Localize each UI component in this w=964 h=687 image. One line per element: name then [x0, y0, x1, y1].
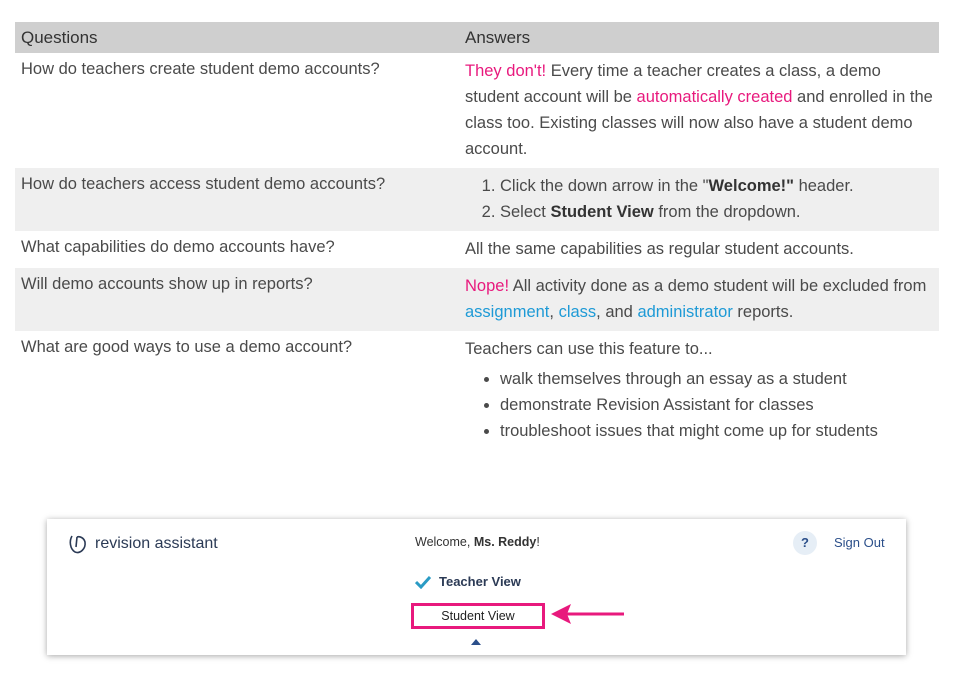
student-view-option[interactable]: Student View	[411, 603, 545, 629]
dropdown-caret-icon[interactable]	[471, 639, 481, 645]
question-cell: How do teachers create student demo accounts?	[21, 60, 380, 78]
answer-text: Every time a teacher creates a class, a demo student account will be	[465, 62, 881, 106]
steps-list	[465, 173, 933, 225]
step-text: Click the down arrow in the "	[500, 177, 709, 195]
question-cell: What are good ways to use a demo account?	[21, 338, 353, 356]
help-button[interactable]: ?	[793, 531, 817, 555]
faq-header-row	[15, 22, 939, 53]
step-text: from the dropdown.	[653, 203, 801, 221]
pointer-arrow-icon	[551, 602, 625, 626]
list-item: • demonstrate Revision Assistant for classes	[500, 392, 933, 418]
administrator-report-link[interactable]: administrator	[637, 303, 733, 321]
user-name: Ms. Reddy	[473, 535, 537, 549]
answer-highlight: automatically created	[636, 88, 793, 106]
faq-row	[15, 268, 939, 331]
separator: , and	[596, 303, 638, 321]
answer-cell	[459, 168, 939, 231]
question-cell: What capabilities do demo accounts have?	[21, 238, 335, 256]
checkmark-icon	[415, 575, 431, 589]
faq-row	[15, 231, 939, 268]
question-cell: How do teachers access student demo accounts?	[15, 168, 459, 231]
class-report-link[interactable]: class	[558, 303, 597, 321]
faq-row	[15, 168, 939, 231]
logo-icon	[67, 533, 89, 555]
uses-list	[465, 366, 933, 444]
embedded-screenshot	[47, 519, 906, 655]
list-item: • troubleshoot issues that might come up for students	[500, 418, 933, 444]
questions-header: Questions	[15, 22, 459, 53]
faq-row	[15, 331, 939, 450]
answer-text: All activity done as a demo student will be excluded from	[509, 277, 927, 295]
welcome-text: !	[536, 535, 540, 549]
welcome-header[interactable]	[415, 535, 540, 549]
sign-out-link[interactable]: Sign Out	[834, 535, 885, 550]
answer-cell	[459, 53, 939, 168]
step-text: Select	[500, 203, 551, 221]
assignment-report-link[interactable]: assignment	[465, 303, 550, 321]
step-item	[500, 199, 933, 225]
answer-cell	[459, 268, 939, 331]
answer-cell	[459, 331, 939, 450]
answer-cell: All the same capabilities as regular student accounts.	[465, 240, 854, 258]
faq-table	[15, 22, 939, 450]
step-item	[500, 173, 933, 199]
answer-text: and enrolled in the class too. Existing classes will now also have a student demo account.	[465, 88, 933, 158]
step-bold: Welcome!"	[708, 177, 794, 195]
separator: ,	[549, 303, 559, 321]
step-bold: Student View	[550, 203, 654, 221]
welcome-text: Welcome,	[415, 535, 474, 549]
question-cell: Will demo accounts show up in reports?	[15, 268, 459, 331]
teacher-view-label: Teacher View	[439, 574, 521, 589]
answer-highlight: Nope!	[465, 277, 510, 295]
answer-text: reports.	[732, 303, 794, 321]
teacher-view-option[interactable]	[415, 574, 521, 589]
answer-highlight: They don't!	[465, 62, 547, 80]
app-logo[interactable]	[67, 533, 218, 555]
logo-text: revision assistant	[95, 535, 218, 552]
list-item: • walk themselves through an essay as a student	[500, 366, 933, 392]
answers-header: Answers	[459, 22, 939, 53]
step-text: header.	[794, 177, 854, 195]
faq-row	[15, 53, 939, 168]
answer-intro: Teachers can use this feature to...	[465, 340, 713, 358]
